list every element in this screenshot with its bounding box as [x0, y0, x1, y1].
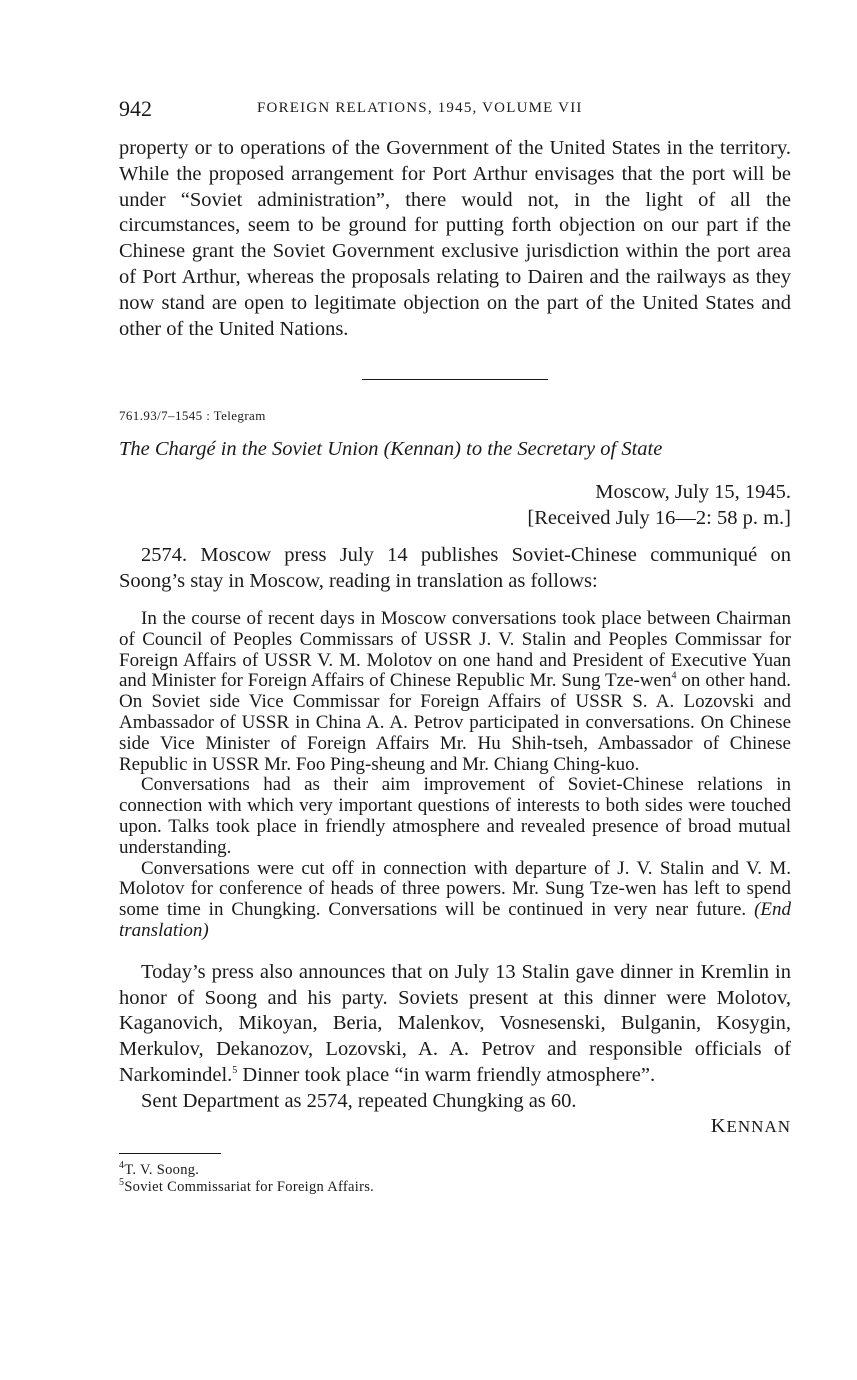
dateline-received: [Received July 16—2: 58 p. m.] [527, 507, 791, 530]
footnote-5-marker: 5 [119, 1176, 125, 1188]
quote-paragraph-3 [119, 859, 791, 942]
communique-quote [119, 609, 791, 942]
dinner-text: Today’s press also announces that on July 13 Stalin gave dinner in Kremlin in honor of Soong and his party. Soviets present at this dinner were Molotov, Kaganovich, Mikoyan, Beria, Malenkov, Vosnesenski, Bulganin, Kosygin, Merkulov, Dekanozov, Lozovski, A. A. Petrov and responsible officials of Narkomindel. [119, 960, 791, 1086]
signature-rest: ENNAN [726, 1116, 791, 1136]
running-head: FOREIGN RELATIONS, 1945, VOLUME VII [257, 100, 583, 116]
quote-p3-text: Conversations were cut off in connection with departure of J. V. Stalin and V. M. Molotov for conference of heads of three powers. Mr. Sung Tze-wen has left to spend some time in Chungking. Conversations will be continued in very near future. [119, 857, 791, 921]
footnote-4 [119, 1159, 791, 1179]
page-number: 942 [119, 96, 152, 121]
signature [119, 1115, 791, 1138]
quote-p1-text-cont: on other hand. On Soviet side Vice Commissar for Foreign Affairs of USSR S. A. Lozovski and Ambassador of USSR in China A. A. Petrov participated in conversations. On Chinese side Vice Minister of Foreign Affairs Mr. Hu Shih-tseh, Ambassador of Chinese Republic in USSR Mr. Foo Ping-sheung and Mr. Chiang Ching-kuo. [119, 670, 791, 775]
end-translation-note: (End translation) [119, 899, 792, 941]
dinner-text-cont: Dinner took place “in warm friendly atmosphere”. [237, 1063, 656, 1086]
opening-paragraph: property or to operations of the Government of the United States in the territory. While the proposed arrangement for Port Arthur envisages that the port will be under “Soviet administration”, there would not, in the light of all the circumstances, seem to be ground for putting forth objection on our part if the Chinese grant the Soviet Government exclusive jurisdiction within the port area of Port Arthur, whereas the proposals relating to Dairen and the railways as they now stand are open to legitimate objection on the part of the United States and other of the United Nations. [119, 137, 791, 340]
section-divider [362, 379, 548, 380]
file-reference: 761.93/7–1545 : Telegram [119, 408, 266, 424]
footnote-4-marker: 4 [119, 1159, 125, 1171]
footnote-marker-4: 4 [671, 671, 677, 683]
footnote-5-text: Soviet Commissariat for Foreign Affairs. [124, 1178, 375, 1195]
footnote-marker-5: 5 [232, 1065, 238, 1077]
footnote-5 [119, 1176, 791, 1196]
dinner-paragraph [119, 960, 791, 1089]
document-page [119, 96, 791, 1196]
page-header [119, 96, 791, 126]
closing-line: Sent Department as 2574, repeated Chungking as 60. [141, 1089, 577, 1112]
quote-p1-text: In the course of recent days in Moscow conversations took place between Chairman of Council of Peoples Commissars of USSR J. V. Stalin and Peoples Commissar for Foreign Affairs of USSR V. M. Molotov on one hand and President of Executive Yuan and Minister for Foreign Affairs of Chinese Republic Mr. Sung Tze-wen [119, 607, 791, 692]
telegram-intro: 2574. Moscow press July 14 publishes Soviet-Chinese communiqué on Soong’s stay in Moscow, reading in translation as follows: [119, 544, 791, 593]
quote-paragraph-2: Conversations had as their aim improvement of Soviet-Chinese relations in connection with which very important questions of interests to both sides were touched upon. Talks took place in friendly atmosphere and revealed presence of broad mutual understanding. [119, 774, 791, 858]
document-heading: The Chargé in the Soviet Union (Kennan) to the Secretary of State [119, 438, 663, 461]
quote-paragraph-1 [119, 609, 791, 775]
signature-initial: K [710, 1114, 727, 1137]
footnote-4-text: T. V. Soong. [124, 1161, 200, 1178]
dateline-place-date: Moscow, July 15, 1945. [595, 481, 791, 504]
footnote-rule [119, 1153, 221, 1154]
